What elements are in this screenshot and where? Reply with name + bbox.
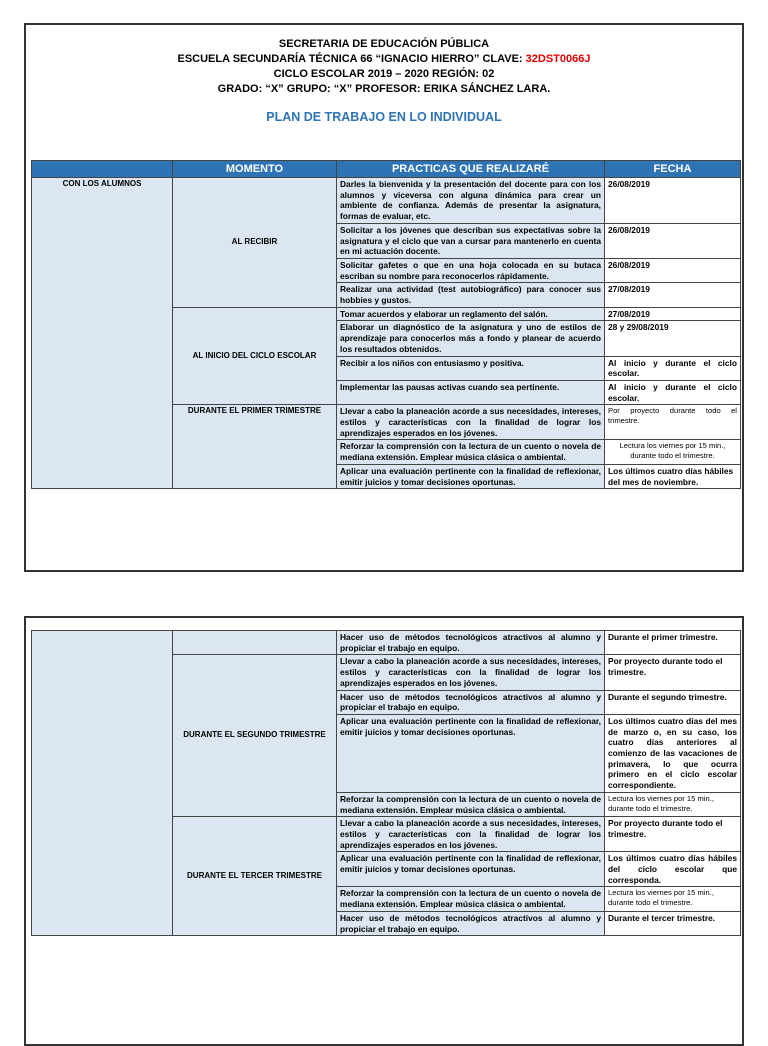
table-row — [32, 178, 741, 224]
header-line-group: GRADO: “X” GRUPO: “X” PROFESOR: ERIKA SÁNCHEZ LARA. — [217, 83, 551, 95]
fecha-cell: Por proyecto durante todo el trimestre. — [605, 405, 741, 440]
practica-cell: Tomar acuerdos y elaborar un reglamento del salón. — [337, 307, 605, 321]
header-line-cycle: CICLO ESCOLAR 2019 – 2020 REGIÓN: 02 — [273, 68, 495, 80]
momento-segundo-trimestre: DURANTE EL SEGUNDO TRIMESTRE — [173, 655, 337, 817]
plan-table-continued — [31, 630, 741, 936]
group-empty-cell — [32, 631, 173, 936]
practica-cell: Darles la bienvenida y la presentación del docente para con los alumnos y viceversa con alguna dinámica para crear un ambiente de confianza. Además de presentar la asignatura, formas de evaluar, etc. — [337, 178, 605, 224]
fecha-cell: 26/08/2019 — [605, 258, 741, 282]
momento-al-recibir: AL RECIBIR — [173, 178, 337, 308]
document-page-2 — [24, 616, 744, 1046]
plan-title: PLAN DE TRABAJO EN LO INDIVIDUAL — [266, 110, 502, 124]
practica-cell: Recibir a los niños con entusiasmo y positiva. — [337, 356, 605, 380]
practica-cell: Reforzar la comprensión con la lectura de un cuento o novela de mediana extensión. Emplear música clásica o ambiental. — [337, 887, 605, 911]
fecha-cell: Los últimos cuatro días hábiles del mes de noviembre. — [605, 464, 741, 488]
practica-cell: Elaborar un diagnóstico de la asignatura y uno de estilos de aprendizaje para conocerlos más a fondo y planear de acuerdo los resultados obtenidos. — [337, 321, 605, 356]
header-cell-momento: MOMENTO — [173, 161, 337, 178]
fecha-cell: 27/08/2019 — [605, 283, 741, 307]
fecha-cell: Al inicio y durante el ciclo escolar. — [605, 380, 741, 404]
momento-primer-trimestre: DURANTE EL PRIMER TRIMESTRE — [173, 405, 337, 489]
group-con-alumnos: CON LOS ALUMNOS — [32, 178, 173, 489]
practica-cell: Reforzar la comprensión con la lectura de un cuento o novela de mediana extensión. Emplear música clásica o ambiental. — [337, 792, 605, 816]
school-clave: 32DST0066J — [525, 53, 591, 65]
header-line-school — [26, 52, 742, 67]
fecha-cell: Al inicio y durante el ciclo escolar. — [605, 356, 741, 380]
practica-cell: Aplicar una evaluación pertinente con la finalidad de reflexionar, emitir juicios y tomar decisiones oportunas. — [337, 852, 605, 887]
fecha-cell: Lectura los viernes por 15 min., durante todo el trimestre. — [605, 887, 741, 911]
header-line-sep: SECRETARIA DE EDUCACIÓN PÚBLICA — [278, 38, 490, 50]
fecha-cell: Durante el segundo trimestre. — [605, 690, 741, 714]
header-cell-empty — [32, 161, 173, 178]
practica-cell: Aplicar una evaluación pertinente con la finalidad de reflexionar, emitir juicios y tomar decisiones oportunas. — [337, 714, 605, 792]
fecha-cell: Los últimos cuatro días hábiles del ciclo escolar que corresponda. — [605, 852, 741, 887]
fecha-cell: 26/08/2019 — [605, 223, 741, 258]
practica-cell: Llevar a cabo la planeación acorde a sus necesidades, intereses, estilos y características con la finalidad de lograr los aprendizajes esperados en los jóvenes. — [337, 655, 605, 690]
fecha-cell: Por proyecto durante todo el trimestre. — [605, 655, 741, 690]
fecha-cell: Lectura los viernes por 15 min., durante todo el trimestre. — [605, 792, 741, 816]
document-header — [26, 37, 742, 97]
document-page-1 — [24, 23, 744, 572]
practica-cell: Aplicar una evaluación pertinente con la finalidad de reflexionar, emitir juicios y tomar decisiones oportunas. — [337, 464, 605, 488]
plan-table — [31, 160, 741, 489]
header-cell-fecha: FECHA — [605, 161, 741, 178]
table-header-row — [32, 161, 741, 178]
fecha-cell: 28 y 29/08/2019 — [605, 321, 741, 356]
fecha-cell: Durante el primer trimestre. — [605, 631, 741, 655]
practica-cell: Realizar una actividad (test autobiográfico) para conocer sus hobbies y gustos. — [337, 283, 605, 307]
fecha-cell: Durante el tercer trimestre. — [605, 911, 741, 935]
practica-cell: Llevar a cabo la planeación acorde a sus necesidades, intereses, estilos y características con la finalidad de lograr los aprendizajes esperados en los jóvenes. — [337, 817, 605, 852]
practica-cell: Implementar las pausas activas cuando sea pertinente. — [337, 380, 605, 404]
practica-cell: Solicitar gafetes o que en una hoja colocada en su butaca escriban su nombre para reconocerlos rápidamente. — [337, 258, 605, 282]
school-name: ESCUELA SECUNDARÍA TÉCNICA 66 “IGNACIO HIERRO” CLAVE: — [177, 53, 526, 65]
header-cell-practicas: PRACTICAS QUE REALIZARÉ — [337, 161, 605, 178]
practica-cell: Hacer uso de métodos tecnológicos atractivos al alumno y propiciar el trabajo en equipo. — [337, 631, 605, 655]
practica-cell: Llevar a cabo la planeación acorde a sus necesidades, intereses, estilos y características con la finalidad de lograr los aprendizajes esperados en los jóvenes. — [337, 405, 605, 440]
momento-tercer-trimestre: DURANTE EL TERCER TRIMESTRE — [173, 817, 337, 936]
practica-cell: Hacer uso de métodos tecnológicos atractivos al alumno y propiciar el trabajo en equipo. — [337, 690, 605, 714]
fecha-cell: 26/08/2019 — [605, 178, 741, 224]
momento-empty-cell — [173, 631, 337, 655]
momento-al-inicio: AL INICIO DEL CICLO ESCOLAR — [173, 307, 337, 405]
fecha-cell: 27/08/2019 — [605, 307, 741, 321]
fecha-cell: Por proyecto durante todo el trimestre. — [605, 817, 741, 852]
table-row — [32, 631, 741, 655]
practica-cell: Hacer uso de métodos tecnológicos atractivos al alumno y propiciar el trabajo en equipo. — [337, 911, 605, 935]
practica-cell: Solicitar a los jóvenes que describan sus expectativas sobre la asignatura y el ciclo que van a cursar para mantenerlo en cuenta en mi actuación docente. — [337, 223, 605, 258]
fecha-cell: Los últimos cuatro días del mes de marzo o, en su caso, los cuatro días anteriores al comienzo de las vacaciones de primavera, lo que ocurra primero en el ciclo escolar correspondiente. — [605, 714, 741, 792]
practica-cell: Reforzar la comprensión con la lectura de un cuento o novela de mediana extensión. Emplear música clásica o ambiental. — [337, 440, 605, 464]
fecha-cell: Lectura los viernes por 15 min., durante todo el trimestre. — [605, 440, 741, 464]
